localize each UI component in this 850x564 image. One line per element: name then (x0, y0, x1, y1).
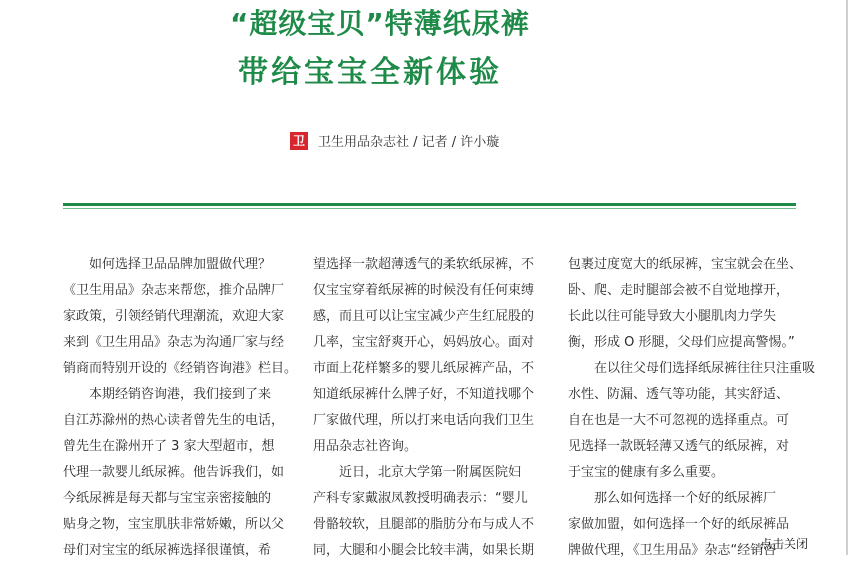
article-column-3 (568, 252, 816, 564)
column-line: 自在也是一大不可忽视的选择重点。可 (568, 413, 790, 428)
column-line: 家做加盟，如何选择一个好的纸尿裤品 (568, 517, 790, 532)
column-line: 市面上花样繁多的婴儿纸尿裤产品，不 (313, 361, 535, 376)
column-line: 长此以往可能导致大小腿肌肉力学失 (568, 309, 777, 324)
magazine-logo-icon: 卫 (290, 132, 308, 150)
column-line: 用品杂志社咨询。 (313, 439, 418, 454)
section-divider-thick (63, 203, 796, 206)
column-line: 《卫生用品》杂志来帮您，推介品牌厂 (63, 283, 285, 298)
column-line: 感，而且可以让宝宝减少产生红屁股的 (313, 309, 535, 324)
column-line: 包裹过度宽大的纸尿裤，宝宝就会在坐、 (568, 257, 803, 272)
column-line: 知道纸尿裤什么牌子好，不知道找哪个 (313, 387, 535, 402)
column-line: 于宝宝的健康有多么重要。 (568, 465, 725, 480)
column-line: 卧、爬、走时腿部会被不自觉地撑开， (568, 283, 790, 298)
column-line: 曾先生在滁州开了 3 家大型超市，想 (63, 439, 275, 454)
column-line: 牌做代理，《卫生用品》杂志“经销咨 (568, 543, 777, 558)
column-line: 母们对宝宝的纸尿裤选择很谨慎，希 (63, 543, 272, 558)
close-button[interactable]: 点击关闭 (760, 537, 809, 551)
column-line: 自江苏滁州的热心读者曾先生的电话， (63, 413, 285, 428)
byline-text: 卫生用品杂志社 / 记者 / 许小璇 (318, 135, 500, 150)
column-line: 来到《卫生用品》杂志为沟通厂家与经 (63, 335, 285, 350)
column-line: 近日，北京大学第一附属医院妇 (313, 465, 522, 480)
column-line: 销商而特别开设的《经销咨询港》栏目。 (63, 361, 298, 376)
column-line: 家政策，引领经销代理潮流，欢迎大家 (63, 309, 285, 324)
column-line: 仅宝宝穿着纸尿裤的时候没有任何束缚 (313, 283, 535, 298)
byline (290, 131, 499, 150)
article-column-2 (313, 252, 545, 564)
page-edge-border (846, 0, 848, 555)
column-line: 代理一款婴儿纸尿裤。他告诉我们，如 (63, 465, 285, 480)
column-line: 今纸尿裤是每天都与宝宝亲密接触的 (63, 491, 272, 506)
column-line: 贴身之物，宝宝肌肤非常娇嫩，所以父 (63, 517, 285, 532)
column-line: 那么如何选择一个好的纸尿裤厂 (568, 491, 777, 506)
headline-line-1: “超级宝贝”特薄纸尿裤 (230, 7, 530, 40)
column-line: 厂家做代理，所以打来电话向我们卫生 (313, 413, 535, 428)
headline-line-2: 带给宝宝全新体验 (238, 55, 502, 90)
section-divider-thin (63, 208, 796, 209)
column-line: 产科专家戴淑凤教授明确表示：“婴儿 (313, 491, 528, 506)
column-line: 如何选择卫品品牌加盟做代理？ (63, 257, 272, 272)
column-line: 水性、防漏、透气等功能，其实舒适、 (568, 387, 790, 402)
column-line: 在以往父母们选择纸尿裤往往只注重吸 (568, 361, 816, 376)
column-line: 本期经销咨询港，我们接到了来 (63, 387, 272, 402)
article-column-1 (63, 252, 298, 564)
column-line: 衡，形成 O 形腿，父母们应提高警惕。” (568, 335, 795, 350)
column-line: 骨骼较软，且腿部的脂肪分布与成人不 (313, 517, 535, 532)
column-line: 见选择一款既轻薄又透气的纸尿裤，对 (568, 439, 790, 454)
column-line: 同，大腿和小腿会比较丰满，如果长期 (313, 543, 535, 558)
column-line: 几率，宝宝舒爽开心，妈妈放心。面对 (313, 335, 535, 350)
column-line: 望选择一款超薄透气的柔软纸尿裤，不 (313, 257, 535, 272)
